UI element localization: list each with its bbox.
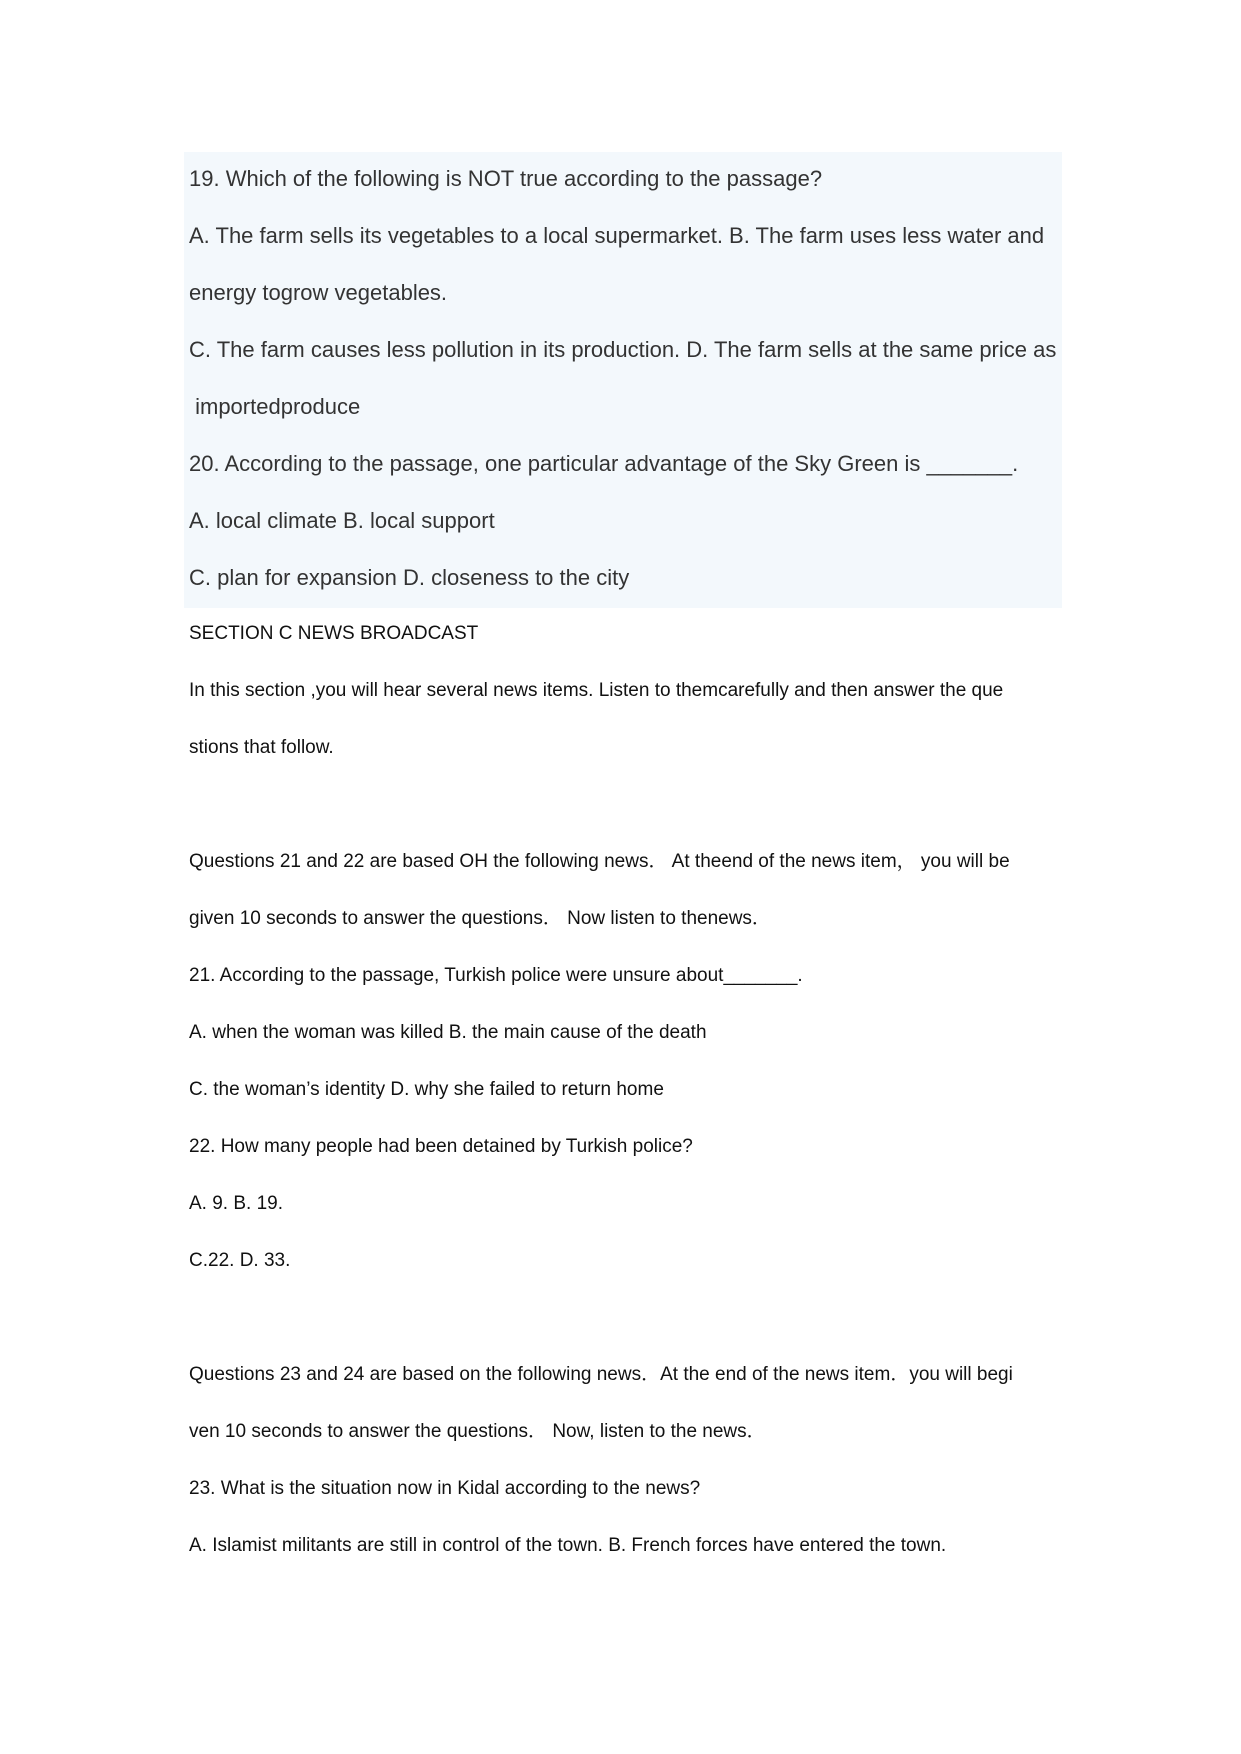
- news-instruction-23-24: Questions 23 and 24 are based on the following news．At the end of the news item．you will begi: [189, 1364, 1013, 1385]
- question-19: 19. Which of the following is NOT true according to the passage?: [189, 166, 823, 191]
- question-22: 22. How many people had been detained by Turkish police?: [189, 1136, 693, 1157]
- news-instruction-21-22-cont: given 10 seconds to answer the questions． Now listen to thenews．: [189, 908, 771, 929]
- question-23-options-ab: A. Islamist militants are still in control of the town. B. French forces have entered the town.: [189, 1535, 947, 1556]
- question-19-options-ab-cont: energy togrow vegetables.: [189, 280, 448, 305]
- question-19-options-cd-cont: importedproduce: [189, 394, 361, 419]
- news-instruction-21-22: Questions 21 and 22 are based OH the following news． At theend of the news item， you will be: [189, 851, 1010, 872]
- question-20: 20. According to the passage, one particular advantage of the Sky Green is _______.: [189, 451, 1019, 476]
- question-19-options-ab: A. The farm sells its vegetables to a local supermarket. B. The farm uses less water and: [189, 223, 1045, 248]
- section-intro-line: stions that follow.: [189, 737, 334, 758]
- question-21-options-ab: A. when the woman was killed B. the main cause of the death: [189, 1022, 707, 1043]
- question-19-options-cd: C. The farm causes less pollution in its production. D. The farm sells at the same price as: [189, 337, 1057, 362]
- question-22-options-ab: A. 9. B. 19.: [189, 1193, 283, 1214]
- section-intro-line: In this section ,you will hear several news items. Listen to themcarefully and then answer the que: [189, 680, 1004, 701]
- question-21: 21. According to the passage, Turkish police were unsure about_______.: [189, 965, 803, 986]
- question-22-options-cd: C.22. D. 33.: [189, 1250, 291, 1271]
- news-instruction-23-24-cont: ven 10 seconds to answer the questions． Now, listen to the news．: [189, 1421, 766, 1442]
- question-20-options-cd: C. plan for expansion D. closeness to the city: [189, 565, 630, 590]
- question-21-options-cd: C. the woman’s identity D. why she failed to return home: [189, 1079, 664, 1100]
- highlighted-question-block: [184, 152, 1062, 608]
- question-20-options-ab: A. local climate B. local support: [189, 508, 495, 533]
- section-heading: SECTION C NEWS BROADCAST: [189, 623, 479, 644]
- question-23: 23. What is the situation now in Kidal according to the news?: [189, 1478, 701, 1499]
